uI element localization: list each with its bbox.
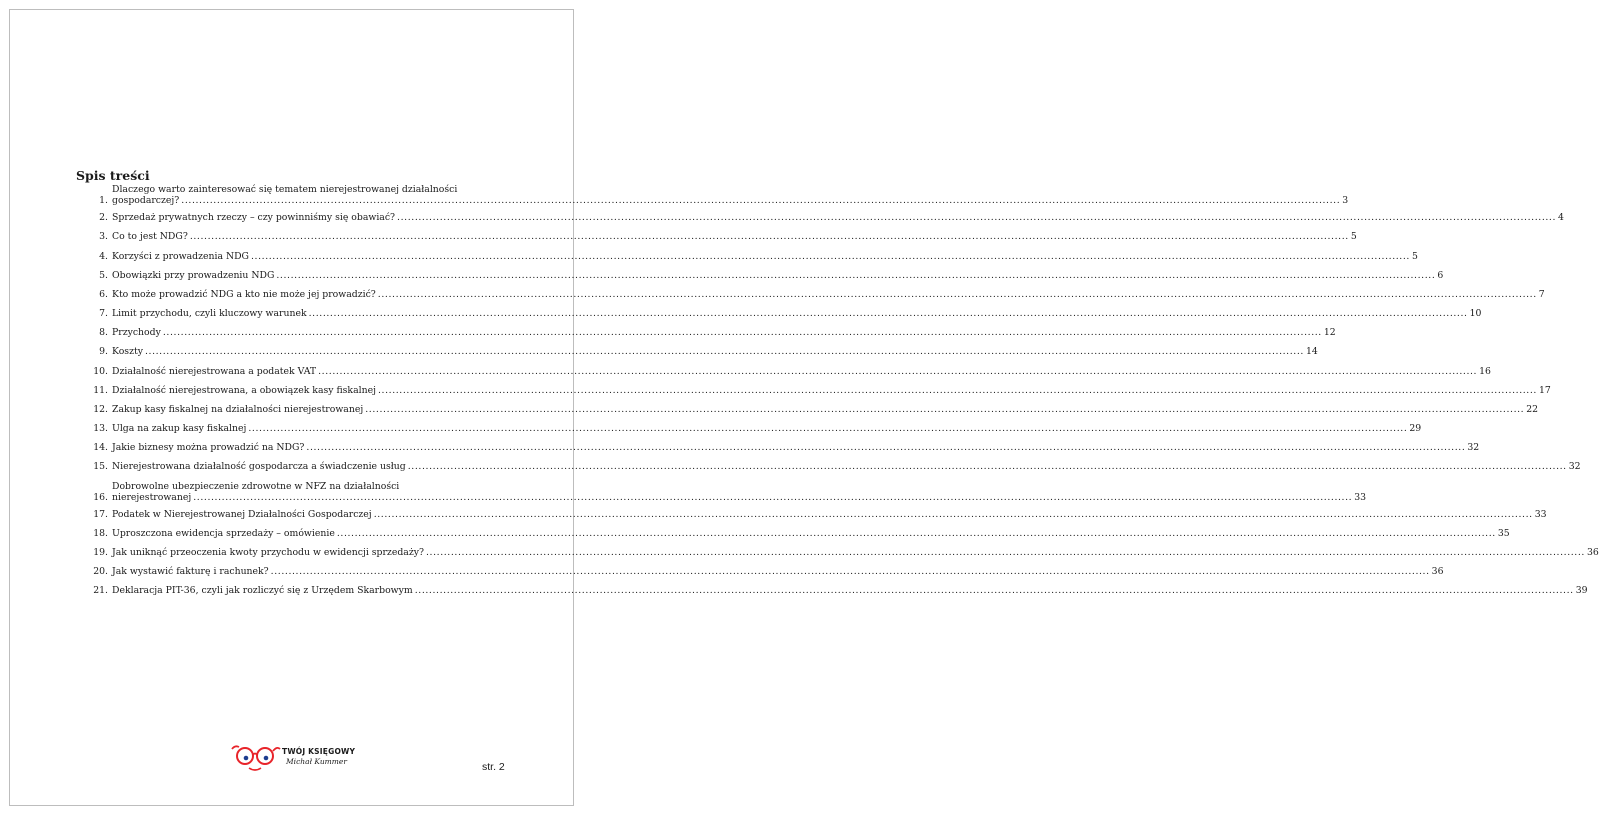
toc-entry[interactable] <box>93 346 1318 358</box>
toc-entry[interactable] <box>93 423 1422 435</box>
toc-entry-title: Zakup kasy fiskalnej na działalności nierejestrowanej <box>112 403 364 415</box>
toc-entry-title: Jakie biznesy można prowadzić na NDG? <box>112 442 305 454</box>
toc-entry[interactable] <box>93 212 1564 224</box>
toc-entry-page: 36 <box>1586 547 1599 559</box>
glasses-icon <box>230 741 282 773</box>
toc-entry-page: 7 <box>1538 288 1545 300</box>
toc-entry-number: 18. <box>93 527 108 539</box>
toc-entry[interactable] <box>93 184 1349 207</box>
toc-entry-page: 39 <box>1575 585 1588 597</box>
toc-entry-title: Działalność nierejestrowana, a obowiązek kasy fiskalnej <box>112 384 376 396</box>
toc-entry-title: Podatek w Nierejestrowanej Działalności Gospodarczej <box>112 508 372 520</box>
toc-entry-title: Ulga na zakup kasy fiskalnej <box>112 423 247 435</box>
toc-entry-page: 33 <box>1354 491 1367 503</box>
toc-entry[interactable] <box>93 547 1599 559</box>
toc-entry-page: 16 <box>1479 365 1491 377</box>
toc-entry-number: 7. <box>99 308 108 320</box>
toc-entry-number: 10. <box>93 365 108 377</box>
toc-entry[interactable] <box>93 585 1588 597</box>
toc-dot-leader <box>271 566 1430 577</box>
toc-entry-page: 22 <box>1526 403 1539 415</box>
toc-dot-leader <box>193 492 1352 503</box>
toc-title: Spis treści <box>76 168 150 183</box>
toc-dot-leader <box>276 270 1435 281</box>
toc-dot-leader <box>163 327 1322 338</box>
toc-entry-title-line: Dlaczego warto zainteresować się tematem nierejestrowanej działalności <box>112 184 458 195</box>
toc-entry[interactable] <box>93 308 1482 320</box>
toc-entry[interactable] <box>93 461 1581 473</box>
toc-entry-number: 20. <box>93 566 108 578</box>
toc-entry-title: Uproszczona ewidencja sprzedaży – omówienie <box>112 527 335 539</box>
toc-entry[interactable] <box>93 288 1545 300</box>
toc-entry-page: 32 <box>1467 442 1480 454</box>
toc-entry[interactable] <box>93 566 1444 578</box>
toc-entry-title: Nierejestrowana działalność gospodarcza a świadczenie usług <box>112 461 406 473</box>
toc-entry[interactable] <box>93 250 1418 262</box>
toc-entry-number: 3. <box>99 231 108 243</box>
toc-entry-number: 4. <box>99 250 108 262</box>
toc-entry-title: nierejestrowanej <box>112 491 192 503</box>
toc-entry-page: 4 <box>1558 212 1564 224</box>
toc-entry[interactable] <box>93 508 1547 520</box>
toc-entry-title: gospodarczej? <box>112 195 180 207</box>
toc-entry-number: 12. <box>93 403 108 415</box>
toc-entry[interactable] <box>93 365 1491 377</box>
toc-entry-page: 32 <box>1568 461 1581 473</box>
table-of-contents <box>93 184 1599 605</box>
toc-entry-number: 5. <box>99 269 108 281</box>
toc-entry-number: 1. <box>99 195 108 207</box>
toc-dot-leader <box>181 195 1340 206</box>
toc-entry-page: 5 <box>1411 250 1418 262</box>
brand-signature: Michał Kummer <box>286 757 347 766</box>
toc-entry-page: 3 <box>1342 195 1349 207</box>
toc-dot-leader <box>378 385 1537 396</box>
toc-entry-page: 5 <box>1350 231 1357 243</box>
toc-entry-number: 2. <box>99 212 108 224</box>
toc-dot-leader <box>306 442 1465 453</box>
toc-entry-number: 19. <box>93 547 108 559</box>
toc-entry-number: 11. <box>93 384 108 396</box>
toc-dot-leader <box>248 423 1407 434</box>
toc-entry-title: Jak uniknąć przeoczenia kwoty przychodu w ewidencji sprzedaży? <box>112 547 424 559</box>
toc-entry-page: 17 <box>1538 384 1551 396</box>
toc-entry-title: Działalność nierejestrowana a podatek VAT <box>112 365 317 377</box>
toc-entry-page: 6 <box>1437 269 1444 281</box>
toc-dot-leader <box>408 461 1567 472</box>
toc-dot-leader <box>318 366 1477 377</box>
toc-entry-title: Co to jest NDG? <box>112 231 188 243</box>
toc-entry-number: 21. <box>93 585 108 597</box>
toc-entry-number: 9. <box>99 346 108 358</box>
toc-entry[interactable] <box>93 384 1551 396</box>
toc-entry-number: 17. <box>93 508 108 520</box>
toc-dot-leader <box>378 289 1537 300</box>
toc-dot-leader <box>190 231 1349 242</box>
toc-entry-page: 29 <box>1409 423 1422 435</box>
toc-dot-leader <box>145 346 1304 357</box>
toc-entry-title: Jak wystawić fakturę i rachunek? <box>112 566 269 578</box>
toc-entry-title: Kto może prowadzić NDG a kto nie może jej prowadzić? <box>112 288 376 300</box>
toc-dot-leader <box>337 528 1496 539</box>
toc-entry-title: Koszty <box>112 346 143 358</box>
toc-entry-number: 6. <box>99 288 108 300</box>
toc-dot-leader <box>415 585 1574 596</box>
toc-dot-leader <box>365 404 1524 415</box>
toc-entry-title: Deklaracja PIT-36, czyli jak rozliczyć się z Urzędem Skarbowym <box>112 585 413 597</box>
toc-entry-title: Sprzedaż prywatnych rzeczy – czy powinniśmy się obawiać? <box>112 212 396 224</box>
toc-dot-leader <box>426 547 1585 558</box>
toc-entry-number: 15. <box>93 461 108 473</box>
toc-entry[interactable] <box>93 403 1539 415</box>
toc-entry-title: Limit przychodu, czyli kluczowy warunek <box>112 308 307 320</box>
toc-entry-page: 33 <box>1534 508 1547 520</box>
toc-entry-title: Przychody <box>112 327 161 339</box>
toc-entry-number: 8. <box>99 327 108 339</box>
toc-entry-page: 12 <box>1323 327 1336 339</box>
toc-entry-number: 16. <box>93 491 108 503</box>
toc-entry[interactable] <box>93 327 1336 339</box>
toc-dot-leader <box>374 509 1533 520</box>
toc-entry-number: 13. <box>93 423 108 435</box>
toc-entry[interactable] <box>93 527 1510 539</box>
brand-name: TWÓJ KSIĘGOWY <box>282 747 356 756</box>
toc-dot-leader <box>397 212 1556 223</box>
toc-entry-title: Obowiązki przy prowadzeniu NDG <box>112 269 275 281</box>
toc-entry[interactable] <box>93 480 1367 503</box>
toc-entry-title: Korzyści z prowadzenia NDG <box>112 250 249 262</box>
toc-dot-leader <box>309 308 1468 319</box>
toc-entry-page: 10 <box>1469 308 1482 320</box>
toc-entry[interactable] <box>93 231 1357 243</box>
toc-entry[interactable] <box>93 269 1444 281</box>
toc-dot-leader <box>251 251 1410 262</box>
page-number: str. 2 <box>482 761 505 773</box>
toc-entry-page: 35 <box>1497 527 1510 539</box>
toc-entry-title-line: Dobrowolne ubezpieczenie zdrowotne w NFZ na działalności <box>112 480 400 492</box>
toc-entry[interactable] <box>93 442 1480 454</box>
company-logo <box>230 741 380 775</box>
toc-entry-number: 14. <box>93 442 108 454</box>
toc-entry-page: 14 <box>1305 346 1318 358</box>
toc-entry-page: 36 <box>1431 566 1444 578</box>
